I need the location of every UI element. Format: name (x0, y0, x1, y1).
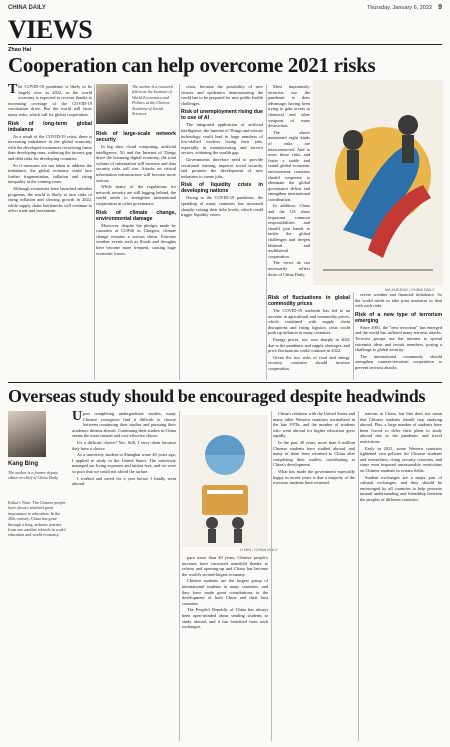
paragraph: I worked and saved for a year before I finally went abroad. (72, 475, 176, 487)
paragraph: Given the two risks of food and energy security, countries should increase cooperation. (268, 354, 350, 371)
column-divider (179, 84, 180, 380)
article2-author: Kang Bing (8, 461, 38, 467)
section-title: VIEWS (8, 15, 93, 44)
paragraph: The above mentioned eight kinds of risks are interconnected. And to avert these risks and foster a stable and sound global economic environment, countries should cooperate to eliminate the global governance deficit and strengthen international coordination. (268, 129, 310, 202)
article1-author-note: The author is a research fellow at the Institute of World Economics and Politics at the Chinese Academy of Social Sciences. (132, 84, 173, 117)
subheading: Risk of long-term global imbalance (8, 120, 92, 133)
paragraph: Chinese students are the largest group of international students in many countries, and they have made great contributions to the development of both China and their host countries. (182, 578, 268, 606)
divider (8, 44, 442, 45)
paragraph: The People's Republic of China has always been open-minded about sending students to study abroad, and it has benefited from such exchanges. (182, 607, 268, 630)
author-photo (8, 411, 46, 457)
paragraph: In addition, China and the US share important common responsibilities and should join hands to tackle the global challenges and deepen bilateral and multilateral cooperation. (268, 203, 310, 259)
paragraph: The views do not necessarily reflect those of China Daily. (268, 260, 310, 277)
article1-author: Zhao Hai (8, 47, 32, 53)
subheading: Risk of climate change, environmental damage (96, 209, 176, 222)
article2-headline: Overseas study should be encouraged despite headwinds (8, 386, 426, 406)
paragraph: Although economies have launched stimulus programs, the world is likely to face risks of rising inflation and slowing growth in 2022, while supply chain bottlenecks will continue to affect trade and investment. (8, 185, 92, 214)
paragraph: The COVID-19 pandemic is likely to be largely over in 2022, as the world economy is expected to recover thanks to increasing coverage of the COVID-19 vaccination drive. But the world still faces many risks, which call for global cooperation. (8, 84, 92, 117)
column-divider (353, 292, 354, 380)
paragraph: In the past 40 years, more than 6 million Chinese students have studied abroad, and many of them have returned to China after completing their studies, contributing to China's development. (273, 439, 355, 468)
subheading: Risk of unemployment rising due to use of AI (181, 109, 263, 122)
paragraph: Governments therefore need to provide vocational training, improve social security, and promote the development of new industries to create jobs. (181, 156, 263, 179)
column-divider (94, 84, 95, 380)
issue-date: Thursday, January 6, 2022 (366, 5, 432, 11)
paragraph: Most importantly, terrorists use the pandemic to their advantage, having been trying to gain access to chemical and other weapons of mass destruction. (268, 84, 310, 129)
overseas-study-illustration (182, 415, 268, 547)
column-divider (179, 411, 180, 741)
paragraph: Energy prices, too, rose sharply in 2021 due to the pandemic and supply shortages, and price fluctuations could continue in 2022. (268, 336, 350, 354)
masthead-logo: CHINA DAILY (8, 5, 46, 11)
page-number: 9 (438, 4, 442, 11)
paragraph: While many of the regulations for network security are still lagging behind, the world needs to strengthen international cooperation in cyber governance. (96, 184, 176, 206)
article1-column-4 (268, 292, 350, 380)
paragraph: nations in China, but that does not mean that Chinese students should stop studying abroad. Plus, a large number of students have been forced to defer their plans to study abroad due to the pandemic and travel restrictions. (360, 411, 442, 444)
column-divider (271, 411, 272, 741)
page-header (8, 4, 442, 14)
article1-column-6 (268, 84, 310, 289)
article1-column-2 (96, 128, 176, 380)
divider (8, 382, 442, 383)
paragraph: The international community should strengthen counter-terrorism cooperation to prevent terrorist attacks. (355, 353, 442, 370)
subheading: Risk of large-scale network security (96, 131, 176, 143)
paragraph: severe weather and financial imbalance. So the world needs to take joint measures to deal with such risks. (355, 292, 442, 309)
author-photo (96, 84, 128, 124)
article2-column-3 (273, 411, 355, 741)
subheading: Risk of fluctuations in global commodity prices (268, 295, 350, 307)
paragraph: Early in 2021, some Western countries tightened visa policies for Chinese students and researchers, citing security concerns, and some even imposed unreasonable restrictions on Chinese students in certain fields. (360, 445, 442, 473)
paragraph: The integrated application of artificial intelligence, the Internet of Things and robotic technology could lead to large numbers of low-skilled workers losing their jobs, especially in manufacturing and service sectors, widening the wealth gap. (181, 122, 263, 156)
paragraph: Student exchanges are a major part of cultural exchanges, and they should be encouraged by all countries to help promote mutual understanding and friendship between the peoples of different countries. (360, 474, 442, 502)
paragraph: The COVID-19 outbreak has led to an increase in agricultural and commodity prices, which combined with supply chain disruptions and rising logistics costs could push up inflation in many countries. (268, 308, 350, 336)
illustration-credit: MA XUEJING / CHINA DAILY (385, 288, 435, 292)
paragraph: Upon completing undergraduate studies, many Chinese youngsters find it difficult to choose between continuing their studies and pursuing their academic dreams abroad. Continuing their studies in China seems the more natural and cost-effective choice. (72, 411, 176, 439)
paragraph: Since 2001, the "new terrorism" has emerged and the world has suffered many terrorist attacks. Terrorist groups use the internet to spread extremist ideas and recruit members, posing a challenge to global security. (355, 324, 442, 353)
paragraph: As a university student in Shanghai some 40 years ago, I applied to study in the United States. The university managed our living expenses and tuition fees, and we were so poor that we could not afford the airfare. (72, 452, 176, 474)
article2-column-1 (72, 411, 176, 741)
paragraph: So if measures are not taken to address the imbalance, the global economy could face further fragmentation, inflation and rising inequality in the coming years. (8, 162, 92, 185)
column-divider (358, 411, 359, 741)
illustration-credit: LI MIN / CHINA DAILY (240, 548, 278, 552)
article2-column-4 (360, 411, 442, 741)
article2-column-2 (182, 555, 268, 741)
paragraph: In big data, cloud computing, artificial intelligence, 5G and the Internet of Things drive the booming digital economy, the total volume of information will increase and data security risks will rise. Attacks on critical information infrastructure will become more serious. (96, 144, 176, 183)
paragraph: crisis, because the possibility of new viruses and epidemics demonstrating the world has to be prepared for new public health challenges. (181, 84, 263, 106)
paragraph: China's relations with the United States and many other Western countries normalized in the late 1970s, and the number of students who went abroad for higher education grew rapidly. (273, 411, 355, 439)
article1-column-3 (181, 84, 263, 380)
paragraph: As a result of the COVID-19 crisis, there is increasing imbalance in the global economy, with the developed economies recovering faster than developing ones, widening the income gap and debt risks for developing countries. (8, 133, 92, 161)
article2-author-note: The author is a former deputy editor-in-chief of China Daily. (8, 470, 59, 481)
article1-column-5 (355, 292, 442, 380)
paragraph: Moreover, despite the pledges made by countries at COP26 in Glasgow, climate change remains a serious threat. Extreme weather events such as floods and droughts have become more frequent, causing huge economic losses. (96, 222, 176, 256)
column-divider (266, 84, 267, 380)
article2-editor-note: Editor's Note: The Chinese people have always attached great importance to education. In the 20th century, China has gone through a long, arduous journey from one another schools in world education and world economy. (8, 500, 66, 538)
drop-cap: T (8, 84, 18, 97)
paragraph: What has made the government especially happy in recent years is that a majority of the overseas students have returned. (273, 468, 355, 486)
article1-headline: Cooperation can help overcome 2021 risks (8, 53, 376, 77)
paragraph: Owing to the COVID-19 pandemic, the spending of many countries has increased sharply, raising their debt levels, which could trigger liquidity crises. (181, 195, 263, 218)
paragraph: It's a difficult choice? Yes. Still, I envy them because they have a choice. (72, 439, 176, 451)
article1-column-1 (8, 84, 92, 380)
cooperation-illustration (313, 80, 443, 285)
paragraph: pace more than 40 years, Chinese people's incomes have increased manifold thanks to reform and opening-up and China has become the world's second-largest economy. (182, 555, 268, 577)
drop-cap: U (72, 411, 83, 424)
subheading: Risk of a new type of terrorism emerging (355, 311, 442, 324)
subheading: Risk of liquidity crisis in developing nations (181, 182, 263, 195)
